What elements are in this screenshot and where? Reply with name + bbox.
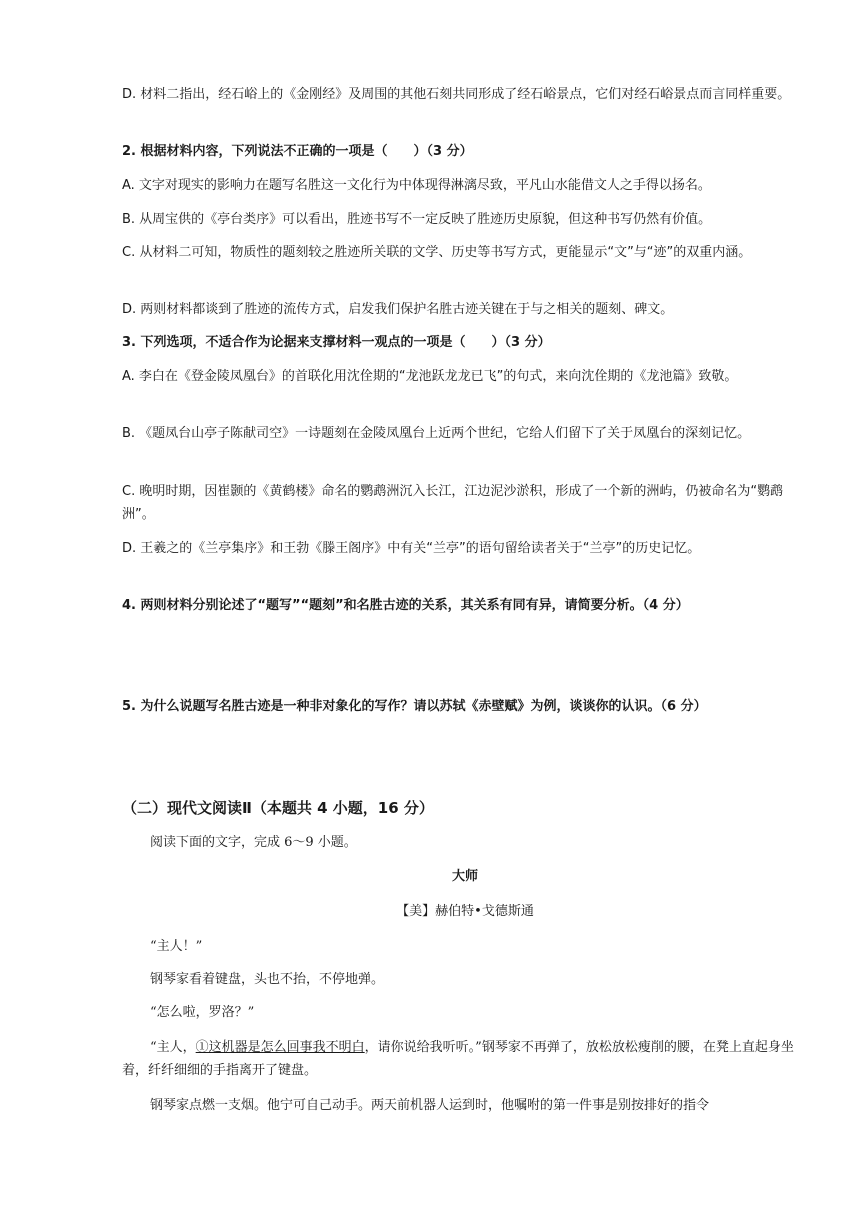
q3-option-b: B. 《题凤台山亭子陈献司空》一诗题刻在金陵凤凰台上近两个世纪，它给人们留下了关于凤凰台的深刻记忆。 bbox=[122, 426, 751, 441]
story-paragraph bbox=[122, 1036, 808, 1082]
story-title: 大师 bbox=[451, 869, 478, 884]
q5-stem: 5. 为什么说题写名胜古迹是一种非对象化的写作？请以苏轼《赤壁赋》为例，谈谈你的认识。（6 分） bbox=[122, 699, 707, 714]
section-heading: （二）现代文阅读Ⅱ（本题共 4 小题，16 分） bbox=[122, 799, 434, 817]
paragraph-text: ，请你说给我听听。”钢琴家不再弹了，放松放松瘦削的腰，在凳上直起身坐着，纤纤细细的手指离开了键盘。 bbox=[122, 1040, 794, 1078]
q2-option-a: A. 文字对现实的影响力在题写名胜这一文化行为中体现得淋漓尽致，平凡山水能借文人之手得以扬名。 bbox=[122, 178, 711, 193]
q2-option-c: C. 从材料二可知，物质性的题刻较之胜迹所关联的文学、历史等书写方式，更能显示“文”与“迹”的双重内涵。 bbox=[122, 245, 752, 260]
q3-stem: 3. 下列选项，不适合作为论据来支撑材料一观点的一项是（ ）（3 分） bbox=[122, 335, 551, 350]
reading-instruction: 阅读下面的文字，完成 6～9 小题。 bbox=[150, 835, 357, 850]
story-paragraph: 钢琴家点燃一支烟。他宁可自己动手。两天前机器人运到时，他嘱咐的第一件事是别按排好的指令 bbox=[150, 1098, 710, 1113]
q3-option-d: D. 王羲之的《兰亭集序》和王勃《滕王阁序》中有关“兰亭”的语句留给读者关于“兰亭”的历史记忆。 bbox=[122, 541, 701, 556]
story-author: 【美】赫伯特•戈德斯通 bbox=[396, 904, 534, 919]
q1-option-d: D. 材料二指出，经石峪上的《金刚经》及周围的其他石刻共同形成了经石峪景点，它们对经石峪景点而言同样重要。 bbox=[122, 87, 791, 102]
q2-option-b: B. 从周宝供的《亭台类序》可以看出，胜迹书写不一定反映了胜迹历史原貌，但这种书写仍然有价值。 bbox=[122, 212, 712, 227]
underlined-phrase: ①这机器是怎么回事我不明白 bbox=[195, 1040, 365, 1055]
q3-option-c: C. 晚明时期，因崔颢的《黄鹤楼》命名的鹦鹉洲沉入长江，江边泥沙淤积，形成了一个新的洲屿，仍被命名为“鹦鹉洲”。 bbox=[122, 484, 784, 522]
q2-option-d: D. 两则材料都谈到了胜迹的流传方式，启发我们保护名胜古迹关键在于与之相关的题刻、碑文。 bbox=[122, 302, 674, 317]
q3-option-a: A. 李白在《登金陵凤凰台》的首联化用沈佺期的“龙池跃龙龙已飞”的句式，来向沈佺期的《龙池篇》致敬。 bbox=[122, 369, 738, 384]
paragraph-text: “主人， bbox=[150, 1040, 196, 1055]
story-paragraph: “怎么啦，罗洛？” bbox=[150, 1005, 255, 1020]
q4-stem: 4. 两则材料分别论述了“题写”“题刻”和名胜古迹的关系，其关系有同有异，请简要分析。（4 分） bbox=[122, 598, 689, 613]
q2-stem: 2. 根据材料内容，下列说法不正确的一项是（ ）（3 分） bbox=[122, 144, 473, 159]
story-paragraph: 钢琴家看着键盘，头也不抬，不停地弹。 bbox=[150, 972, 385, 987]
story-paragraph: “主人！” bbox=[150, 939, 203, 954]
